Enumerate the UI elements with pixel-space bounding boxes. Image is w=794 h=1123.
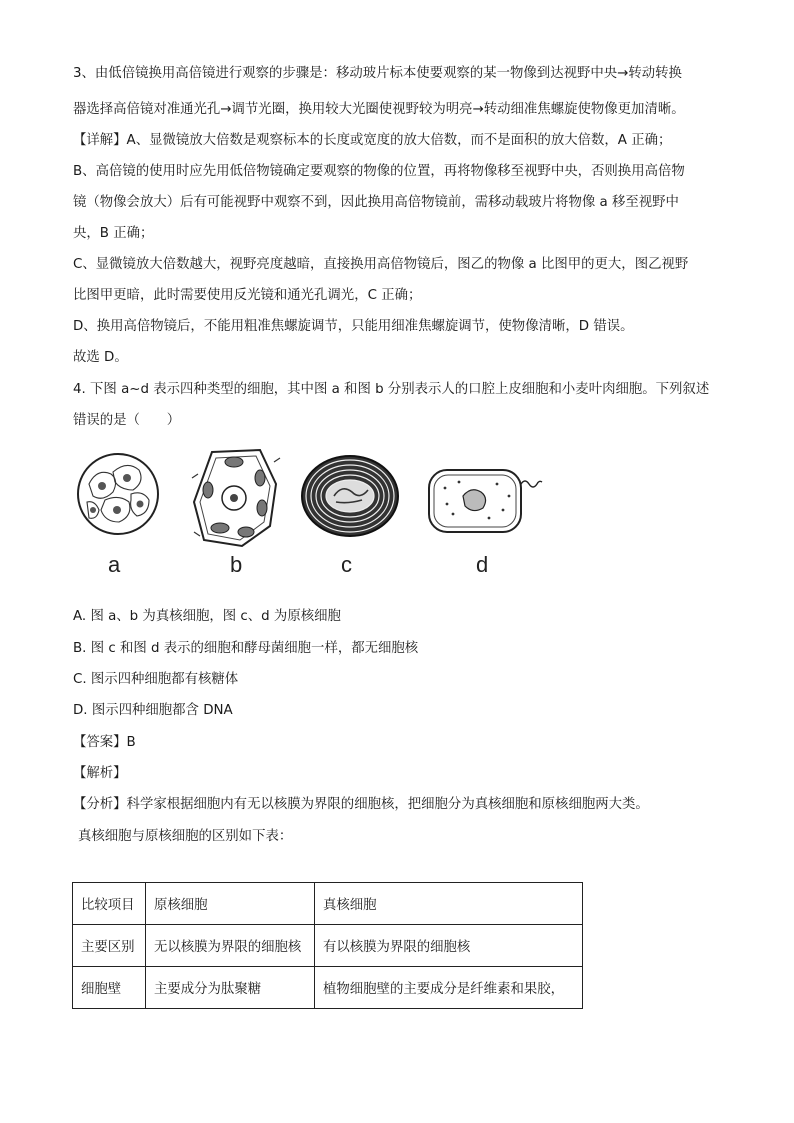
cell-a-image (75, 444, 161, 540)
text-line: 央，B 正确； (73, 226, 154, 241)
text-line: B、高倍镜的使用时应先用低倍物镜确定要观察的物像的位置，再将物像移至视野中央，否则换用高倍物 (73, 164, 685, 179)
table-cell: 植物细胞壁的主要成分是纤维素和果胶， (315, 967, 583, 1009)
cell-b-image (190, 444, 282, 552)
text-line: D、换用高倍物镜后，不能用粗准焦螺旋调节，只能用细准焦螺旋调节，使物像清晰，D 错误。 (73, 319, 634, 334)
table-row (73, 925, 583, 967)
table-cell: 原核细胞 (146, 883, 315, 925)
analysis-heading: 【解析】 (73, 766, 127, 781)
comparison-table (72, 882, 583, 1009)
table-cell: 细胞壁 (73, 967, 146, 1009)
figure-label-b: b (230, 552, 243, 577)
text-line: 镜（物像会放大）后有可能视野中观察不到，因此换用高倍物镜前，需移动载玻片将物像 a 移至视野中 (73, 195, 679, 210)
option-c: C. 图示四种细胞都有核糖体 (73, 672, 239, 687)
table-cell: 比较项目 (73, 883, 146, 925)
answer-line: 【答案】B (73, 735, 136, 750)
table-cell: 主要成分为肽聚糖 (146, 967, 315, 1009)
text-line: 3、由低倍镜换用高倍镜进行观察的步骤是：移动玻片标本使要观察的某一物像到达视野中央→转动转换 (73, 66, 682, 81)
option-b: B. 图 c 和图 d 表示的细胞和酵母菌细胞一样，都无细胞核 (73, 641, 419, 656)
analysis-text: 【分析】科学家根据细胞内有无以核膜为界限的细胞核，把细胞分为真核细胞和原核细胞两大类。 (73, 797, 649, 812)
option-d: D. 图示四种细胞都含 DNA (73, 703, 233, 718)
figure-label-a: a (108, 552, 121, 577)
table-cell: 主要区别 (73, 925, 146, 967)
figure-label-d: d (476, 552, 489, 577)
question-stem: 4. 下图 a~d 表示四种类型的细胞，其中图 a 和图 b 分别表示人的口腔上皮细胞和小麦叶肉细胞。下列叙述 (73, 382, 710, 397)
detail-heading-line: 【详解】A、显微镜放大倍数是观察标本的长度或宽度的放大倍数，而不是面积的放大倍数，A 正确； (73, 133, 672, 148)
table-cell: 无以核膜为界限的细胞核 (146, 925, 315, 967)
text-line: C、显微镜放大倍数越大，视野亮度越暗，直接换用高倍物镜后，图乙的物像 a 比图甲的更大，图乙视野 (73, 257, 689, 272)
text-line: 比图甲更暗，此时需要使用反光镜和通光孔调光，C 正确； (73, 288, 422, 303)
table-intro: 真核细胞与原核细胞的区别如下表： (78, 829, 293, 844)
figure-label-c: c (341, 552, 352, 577)
table-row (73, 967, 583, 1009)
cell-c-image (296, 444, 404, 540)
table-header-row (73, 883, 583, 925)
text-line: 器选择高倍镜对准通光孔→调节光圈，换用较大光圈使视野较为明亮→转动细准焦螺旋使物像更加清晰。 (73, 102, 685, 117)
option-a: A. 图 a、b 为真核细胞，图 c、d 为原核细胞 (73, 609, 341, 624)
cell-d-image (425, 444, 545, 540)
question-stem: 错误的是（ ） (73, 413, 181, 428)
table-cell: 有以核膜为界限的细胞核 (315, 925, 583, 967)
table-cell: 真核细胞 (315, 883, 583, 925)
text-line: 故选 D。 (73, 350, 128, 365)
